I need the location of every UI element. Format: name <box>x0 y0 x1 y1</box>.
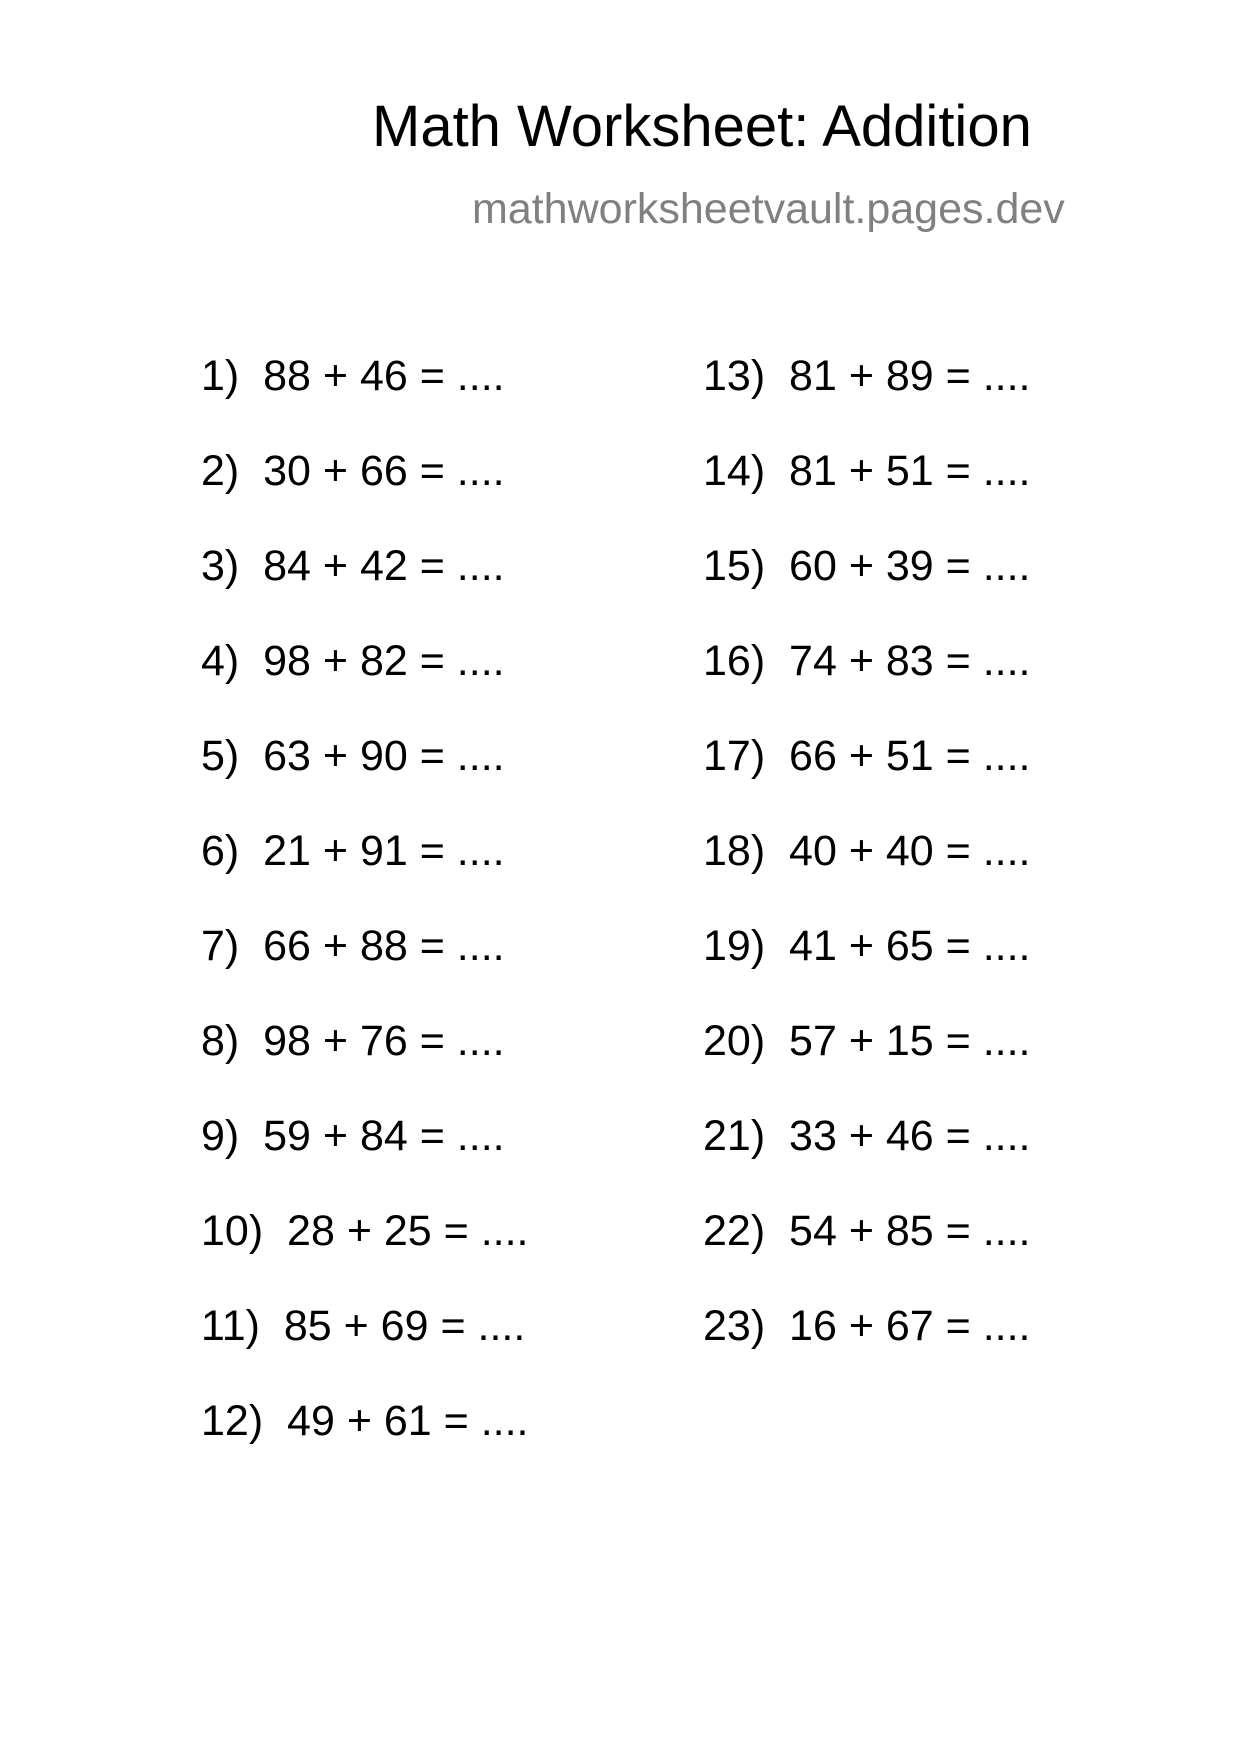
problem-item: 17) 66 + 51 = .... <box>703 732 1031 780</box>
problem-item: 19) 41 + 65 = .... <box>703 922 1031 970</box>
problem-item: 14) 81 + 51 = .... <box>703 447 1031 495</box>
problem-item: 16) 74 + 83 = .... <box>703 637 1031 685</box>
problem-item: 22) 54 + 85 = .... <box>703 1207 1031 1255</box>
problem-item: 1) 88 + 46 = .... <box>201 352 505 400</box>
problem-item: 21) 33 + 46 = .... <box>703 1112 1031 1160</box>
problem-item: 3) 84 + 42 = .... <box>201 542 505 590</box>
problem-item: 12) 49 + 61 = .... <box>201 1397 529 1445</box>
problem-item: 6) 21 + 91 = .... <box>201 827 505 875</box>
problem-item: 7) 66 + 88 = .... <box>201 922 505 970</box>
problem-item: 23) 16 + 67 = .... <box>703 1302 1031 1350</box>
problem-item: 11) 85 + 69 = .... <box>201 1302 526 1350</box>
page-subtitle: mathworksheetvault.pages.dev <box>472 185 1065 233</box>
problem-item: 15) 60 + 39 = .... <box>703 542 1031 590</box>
problem-item: 4) 98 + 82 = .... <box>201 637 505 685</box>
problem-column-right <box>703 352 1143 1400</box>
problem-item: 13) 81 + 89 = .... <box>703 352 1031 400</box>
page-title: Math Worksheet: Addition <box>372 94 1032 159</box>
problem-item: 20) 57 + 15 = .... <box>703 1017 1031 1065</box>
problem-item: 5) 63 + 90 = .... <box>201 732 505 780</box>
problem-item: 2) 30 + 66 = .... <box>201 447 505 495</box>
problem-column-left <box>201 352 641 1495</box>
problem-item: 9) 59 + 84 = .... <box>201 1112 505 1160</box>
problem-item: 18) 40 + 40 = .... <box>703 827 1031 875</box>
problem-item: 8) 98 + 76 = .... <box>201 1017 505 1065</box>
problem-item: 10) 28 + 25 = .... <box>201 1207 529 1255</box>
